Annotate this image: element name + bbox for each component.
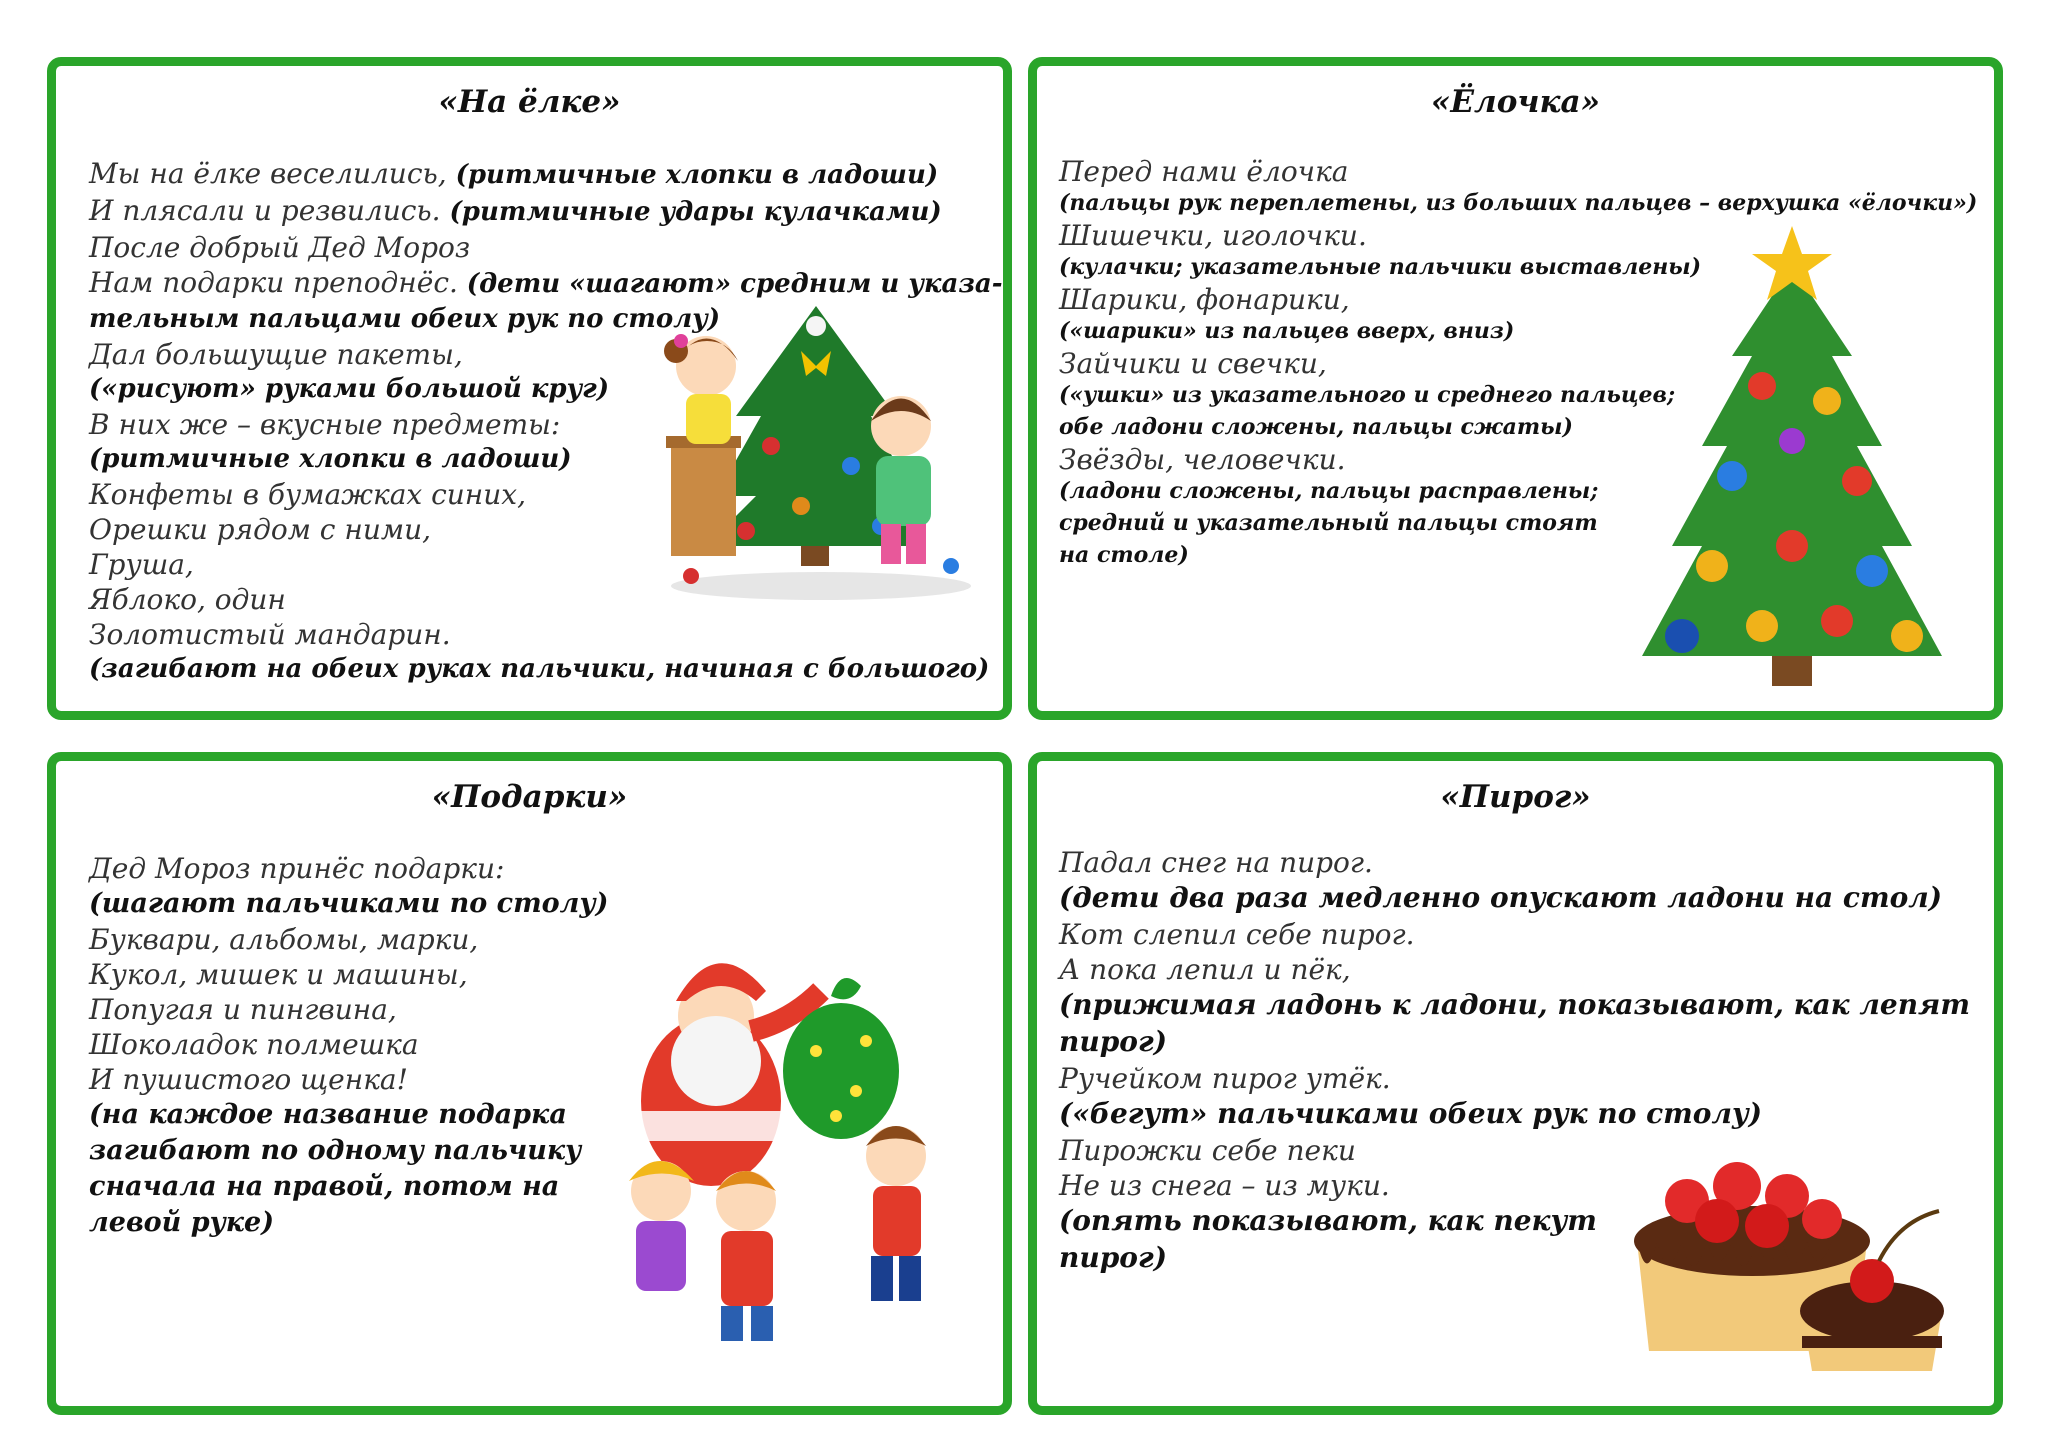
- verse-text: Шоколадок полмешка: [89, 1028, 419, 1061]
- verse-text: Пирожки себе пеки: [1059, 1134, 1356, 1167]
- decorated-christmas-tree-illustration: [1622, 226, 1962, 706]
- rhyme-line: [89, 1097, 608, 1133]
- verse-text: В них же – вкусные предметы:: [89, 408, 561, 441]
- card-title: «На ёлке»: [438, 84, 621, 120]
- rhyme-line: [89, 851, 608, 886]
- rhyme-line: [89, 1133, 608, 1169]
- action-instruction: (ритмичные хлопки в ладоши): [455, 160, 939, 190]
- verse-text: А пока лепил и пёк,: [1059, 953, 1351, 986]
- verse-text: Дед Мороз принёс подарки:: [89, 852, 505, 885]
- verse-text: Кот слепил себе пирог.: [1059, 918, 1415, 951]
- rhyme-line: [89, 1205, 608, 1241]
- rhyme-line: [89, 156, 1003, 193]
- verse-text: Падал снег на пирог.: [1059, 846, 1373, 879]
- santa-with-children-illustration: [601, 941, 1001, 1351]
- rhyme-line: [89, 652, 1003, 687]
- rhyme-line: [89, 957, 608, 992]
- action-instruction: (прижимая ладонь к ладони, показывают, как лепят: [1059, 988, 1970, 1021]
- rhyme-line: [1059, 188, 1977, 220]
- action-instruction: обе ладони сложены, пальцы сжаты): [1059, 414, 1573, 440]
- rhyme-line: [89, 1169, 608, 1205]
- card-podarki: [47, 752, 1012, 1415]
- rhyme-line: [89, 992, 608, 1027]
- verse-text: Дал большущие пакеты,: [89, 338, 463, 371]
- verse-text: И плясали и резвились.: [89, 194, 450, 227]
- verse-text: Конфеты в бумажках синих,: [89, 478, 526, 511]
- action-instruction: левой руке): [89, 1207, 274, 1238]
- action-instruction: (на каждое название подарка: [89, 1099, 567, 1130]
- card-title: «Подарки»: [431, 779, 628, 815]
- rhyme-line: [1059, 987, 1970, 1024]
- rhyme-line: [89, 1027, 608, 1062]
- action-instruction: (ритмичные хлопки в ладоши): [89, 444, 572, 474]
- action-instruction: пирог): [1059, 1025, 1167, 1058]
- rhyme-line: [1059, 952, 1970, 987]
- action-instruction: (загибают на обеих руках пальчики, начиная с большого): [89, 654, 990, 684]
- rhyme-line: [1059, 1061, 1970, 1096]
- card-title: «Ёлочка»: [1431, 84, 1600, 120]
- verse-text: После добрый Дед Мороз: [89, 231, 471, 264]
- children-decorating-tree-illustration: [651, 296, 981, 606]
- verse-text: Золотистый мандарин.: [89, 618, 451, 651]
- verse-text: Перед нами ёлочка: [1059, 155, 1349, 188]
- action-instruction: («шарики» из пальцев вверх, вниз): [1059, 318, 1515, 344]
- verse-text: Мы на ёлке веселились,: [89, 157, 456, 190]
- action-instruction: сначала на правой, потом на: [89, 1171, 560, 1202]
- verse-text: Шарики, фонарики,: [1059, 283, 1350, 316]
- rhyme-lines: [89, 851, 608, 1241]
- card-pirog: [1028, 752, 2003, 1415]
- rhyme-line: [1059, 1024, 1970, 1061]
- action-instruction: на столе): [1059, 542, 1189, 568]
- action-instruction: (опять показывают, как пекут: [1059, 1204, 1597, 1237]
- verse-text: Шишечки, иголочки.: [1059, 219, 1367, 252]
- verse-text: Яблоко, один: [89, 583, 286, 616]
- rhyme-line: [1059, 1096, 1970, 1133]
- rhyme-line: [89, 922, 608, 957]
- verse-text: Нам подарки преподнёс.: [89, 266, 467, 299]
- verse-text: Попугая и пингвина,: [89, 993, 397, 1026]
- action-instruction: («бегут» пальчиками обеих рук по столу): [1059, 1097, 1762, 1130]
- verse-text: Не из снега – из муки.: [1059, 1169, 1390, 1202]
- action-instruction: пирог): [1059, 1241, 1167, 1274]
- rhyme-line: [89, 617, 1003, 652]
- action-instruction: («ушки» из указательного и среднего пальцев;: [1059, 382, 1676, 408]
- action-instruction: (шагают пальчиками по столу): [89, 888, 609, 919]
- card-na-elke: [47, 57, 1012, 720]
- action-instruction: («рисуют» руками большой круг): [89, 374, 610, 404]
- verse-text: Кукол, мишек и машины,: [89, 958, 468, 991]
- verse-text: Звёзды, человечки.: [1059, 443, 1346, 476]
- action-instruction: тельным пальцами обеих рук по столу): [89, 304, 721, 334]
- action-instruction: (ладони сложены, пальцы расправлены;: [1059, 478, 1599, 504]
- rhyme-line: [1059, 845, 1970, 880]
- cakes-with-strawberries-illustration: [1617, 1131, 1957, 1391]
- action-instruction: (ритмичные удары кулачками): [449, 197, 942, 227]
- rhyme-line: [1059, 156, 1977, 188]
- rhyme-line: [89, 886, 608, 922]
- card-title: «Пирог»: [1440, 779, 1591, 815]
- rhyme-line: [89, 230, 1003, 265]
- action-instruction: (дети «шагают» средним и указа-: [466, 269, 1003, 299]
- action-instruction: (пальцы рук переплетены, из больших пальцев – верхушка «ёлочки»): [1059, 190, 1978, 216]
- verse-text: Орешки рядом с ними,: [89, 513, 432, 546]
- rhyme-line: [1059, 917, 1970, 952]
- rhyme-line: [1059, 880, 1970, 917]
- rhyme-line: [89, 193, 1003, 230]
- action-instruction: (кулачки; указательные пальчики выставлены): [1059, 254, 1702, 280]
- verse-text: Ручейком пирог утёк.: [1059, 1062, 1391, 1095]
- card-elochka: [1028, 57, 2003, 720]
- verse-text: Буквари, альбомы, марки,: [89, 923, 479, 956]
- rhyme-line: [89, 1062, 608, 1097]
- action-instruction: средний и указательный пальцы стоят: [1059, 510, 1598, 536]
- action-instruction: загибают по одному пальчику: [89, 1135, 582, 1166]
- action-instruction: (дети два раза медленно опускают ладони на стол): [1059, 881, 1942, 914]
- verse-text: Зайчики и свечки,: [1059, 347, 1327, 380]
- verse-text: И пушистого щенка!: [89, 1063, 408, 1096]
- verse-text: Груша,: [89, 548, 194, 581]
